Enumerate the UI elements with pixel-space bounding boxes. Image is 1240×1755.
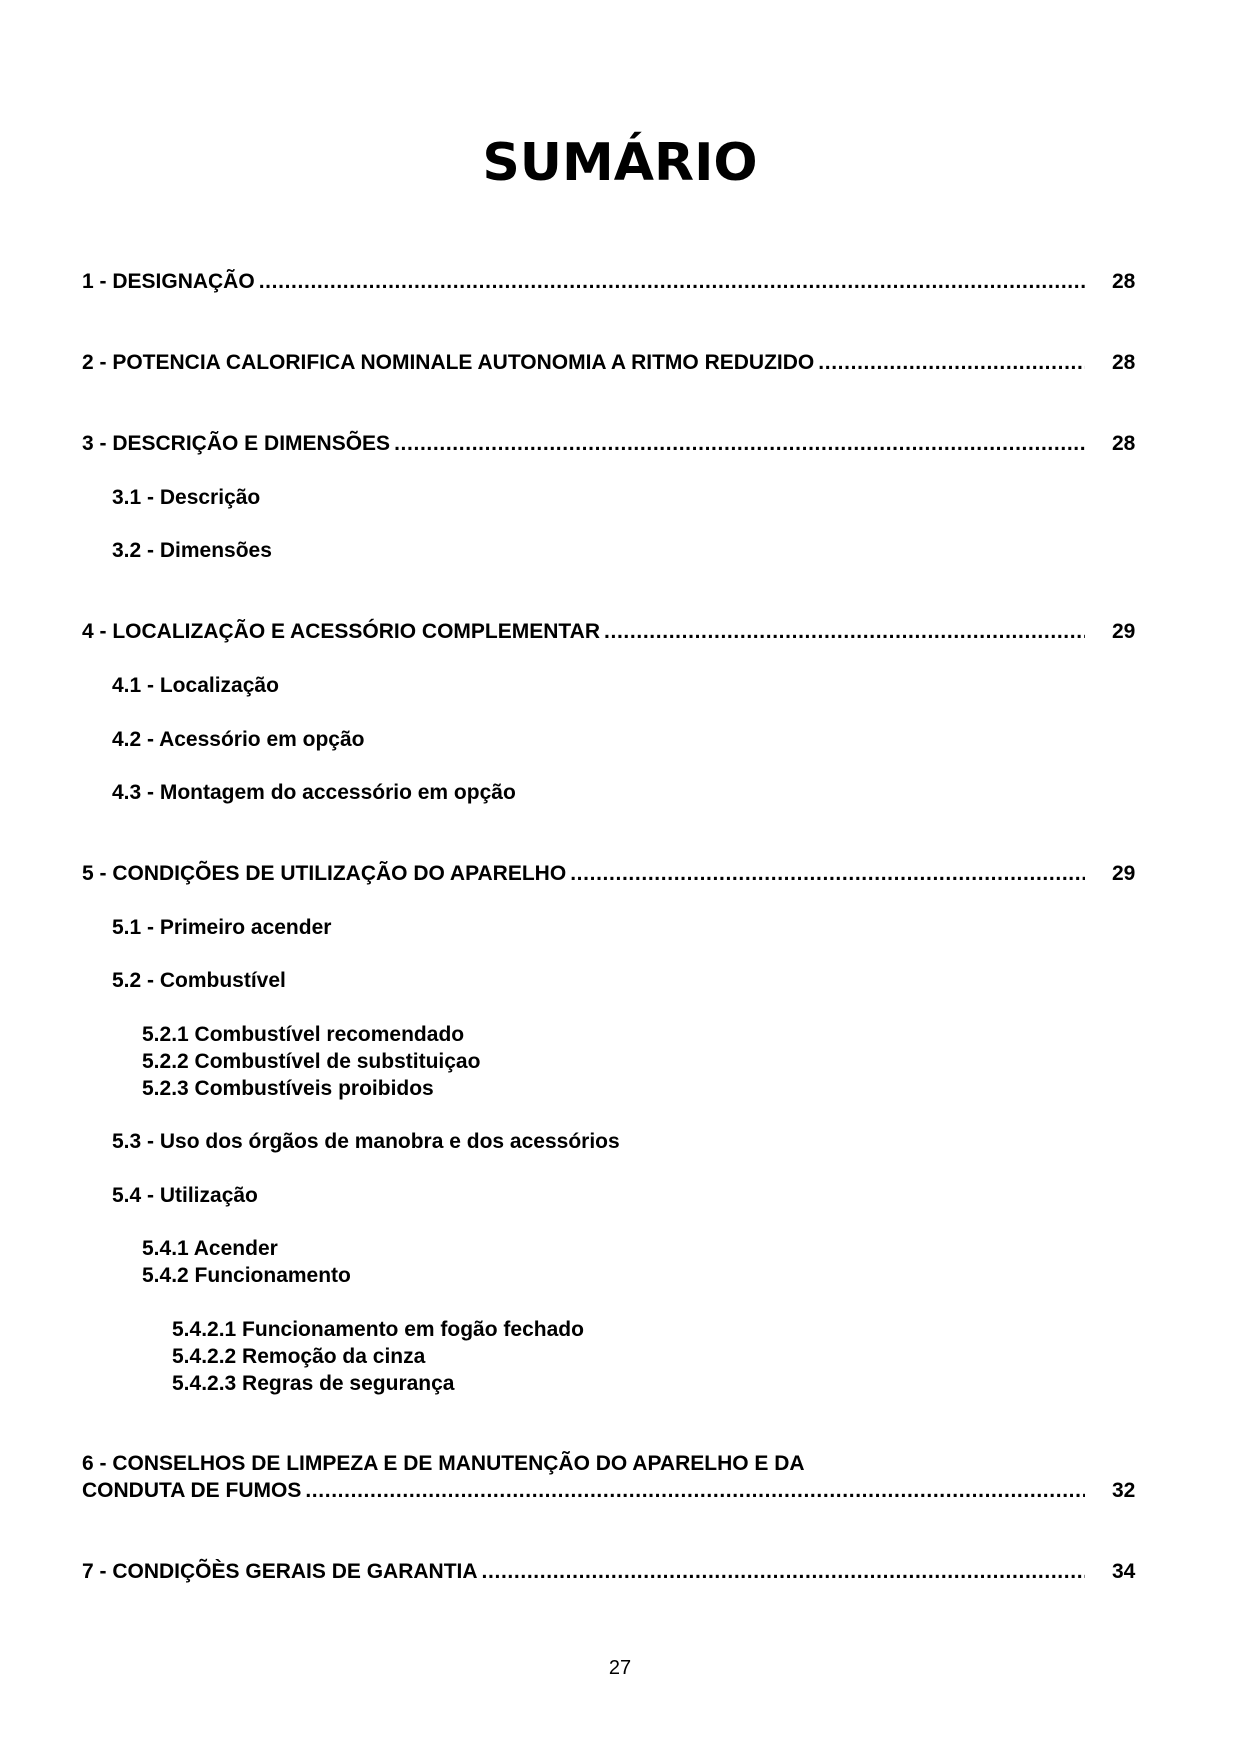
toc-subentry-label: 5.1 - Primeiro acender	[112, 916, 332, 939]
toc-entry-label: 7 - CONDIÇÕÈS GERAIS DE GARANTIA	[82, 1560, 478, 1583]
page-title: SUMÁRIO	[482, 133, 758, 193]
toc-entry-label: 5 - CONDIÇÕES DE UTILIZAÇÃO DO APARELHO	[82, 862, 567, 885]
dot-leader	[818, 350, 1085, 376]
dot-leader	[482, 1559, 1085, 1585]
toc-page-number: 29	[1112, 620, 1136, 643]
toc-entry-label: 3 - DESCRIÇÃO E DIMENSÕES	[82, 432, 391, 455]
page-number-footer: 27	[608, 1657, 632, 1679]
toc-page-number: 28	[1112, 351, 1136, 374]
toc-subentry-label: 4.3 - Montagem do accessório em opção	[112, 781, 516, 804]
toc-entry-label: 4 - LOCALIZAÇÃO E ACESSÓRIO COMPLEMENTAR	[82, 620, 601, 643]
toc-page-number: 29	[1112, 862, 1136, 885]
toc-page-number: 28	[1112, 432, 1136, 455]
toc-entry-label: 2 - POTENCIA CALORIFICA NOMINALE AUTONOMIA A RITMO REDUZIDO	[82, 351, 815, 374]
toc-subentry-label: 5.4 - Utilização	[112, 1184, 258, 1207]
toc-subentry-label: 4.2 - Acessório em opção	[112, 728, 365, 751]
toc-entry-label: 6 - CONSELHOS DE LIMPEZA E DE MANUTENÇÃO DO APARELHO E DA	[82, 1452, 805, 1475]
toc-subentry-label: 5.2 - Combustível	[112, 969, 286, 992]
toc-page-number: 32	[1112, 1479, 1136, 1502]
dot-leader	[604, 619, 1085, 645]
dot-leader	[570, 861, 1085, 887]
dot-leader	[394, 431, 1085, 457]
toc-subentry-label: 3.1 - Descrição	[112, 486, 261, 509]
toc-subentry-label: 5.2.1 Combustível recomendado	[142, 1023, 465, 1046]
toc-entry-label: 1 - DESIGNAÇÃO	[82, 270, 255, 293]
toc-subentry-label: 5.3 - Uso dos órgãos de manobra e dos acessórios	[112, 1130, 620, 1153]
toc-subentry-label: 5.4.2 Funcionamento	[142, 1264, 351, 1287]
toc-subentry-label: 5.2.2 Combustível de substituiçao	[142, 1050, 481, 1073]
dot-leader	[305, 1478, 1085, 1504]
toc-subentry-label: 3.2 - Dimensões	[112, 539, 272, 562]
toc-subentry-label: 5.4.1 Acender	[142, 1237, 278, 1260]
toc-entry-label: CONDUTA DE FUMOS	[82, 1479, 302, 1502]
toc-subentry-label: 5.4.2.3 Regras de segurança	[172, 1372, 455, 1395]
toc-subentry-label: 5.4.2.1 Funcionamento em fogão fechado	[172, 1318, 584, 1341]
dot-leader	[259, 269, 1085, 295]
toc-page-number: 34	[1112, 1560, 1136, 1583]
toc-subentry-label: 5.4.2.2 Remoção da cinza	[172, 1345, 426, 1368]
toc-page-number: 28	[1112, 270, 1136, 293]
toc-subentry-label: 5.2.3 Combustíveis proibidos	[142, 1077, 434, 1100]
toc-subentry-label: 4.1 - Localização	[112, 674, 279, 697]
